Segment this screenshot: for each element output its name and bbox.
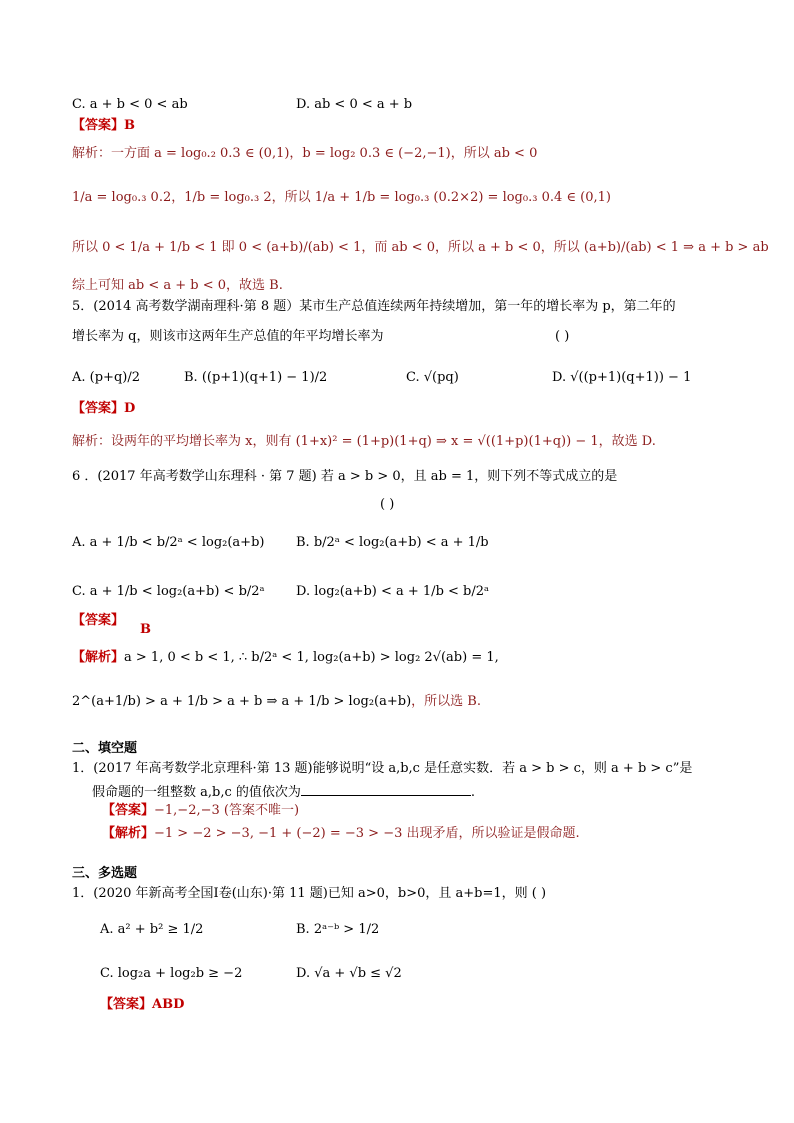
solution-text: 2^(a+1/b) > a + 1/b > a + b ⇒ a + 1/b > log₂(a+b) bbox=[72, 694, 412, 709]
option-b: B. ((p+1)(q+1) − 1)/2 bbox=[184, 370, 328, 385]
solution-text: −1 > −2 > −3, −1 + (−2) = −3 > −3 出现矛盾，所以验证是假命题. bbox=[154, 826, 580, 841]
answer-label: 【答案】 bbox=[102, 803, 155, 818]
section-title: 三、多选题 bbox=[72, 866, 138, 881]
answer-value: B bbox=[140, 622, 151, 637]
answer-label: 【答案】 bbox=[72, 613, 125, 628]
solution-line: 解析：设两年的平均增长率为 x，则有 (1+x)² = (1+p)(1+q) ⇒ x = √((1+p)(1+q)) − 1，故选 D. bbox=[72, 434, 656, 449]
option-a: A. a + 1/b < b/2ᵃ < log₂(a+b) bbox=[72, 535, 265, 550]
question-stem: 5．(2014 高考数学湖南理科·第 8 题）某市生产总值连续两年持续增加，第一年的增长率为 p，第二年的 bbox=[72, 299, 676, 314]
option-b: B. b/2ᵃ < log₂(a+b) < a + 1/b bbox=[296, 535, 489, 550]
option-c: C. a + 1/b < log₂(a+b) < b/2ᵃ bbox=[72, 584, 265, 599]
solution-line bbox=[72, 694, 481, 711]
question-stem: 1．(2017 年高考数学北京理科·第 13 题)能够说明“设 a,b,c 是任意实数．若 a > b > c，则 a + b > c”是 bbox=[72, 761, 693, 776]
answer-value: −1,−2,−3 (答案不唯一) bbox=[154, 803, 300, 818]
answer-label: 【答案】 bbox=[72, 401, 125, 416]
option-c: C. a + b < 0 < ab bbox=[72, 97, 188, 112]
answer-paren: ( ) bbox=[555, 329, 570, 344]
solution-label: 【解析】 bbox=[102, 826, 155, 841]
option-a: A. a² + b² ≥ 1/2 bbox=[100, 922, 204, 937]
solution-line bbox=[72, 650, 499, 667]
answer-line bbox=[72, 613, 124, 630]
answer-line bbox=[100, 997, 184, 1014]
option-d: D. √a + √b ≤ √2 bbox=[296, 966, 402, 981]
question-stem: 增长率为 q，则该市这两年生产总值的年平均增长率为 bbox=[72, 329, 384, 344]
answer-paren: ( ) bbox=[380, 497, 395, 512]
answer-line bbox=[72, 118, 135, 135]
answer-blank bbox=[301, 783, 471, 796]
option-d: D. log₂(a+b) < a + 1/b < b/2ᵃ bbox=[296, 584, 490, 599]
solution-text: ，所以选 B. bbox=[411, 694, 481, 709]
solution-label: 【解析】 bbox=[72, 650, 125, 665]
option-c: C. √(pq) bbox=[406, 370, 459, 385]
question-stem: 假命题的一组整数 a,b,c 的值依次为 . bbox=[92, 785, 476, 800]
answer-value: ABD bbox=[152, 997, 185, 1012]
question-stem: 6 ．(2017 年高考数学山东理科 · 第 7 题) 若 a > b > 0，且 ab = 1，则下列不等式成立的是 bbox=[72, 469, 618, 484]
question-stem: 1．(2020 年新高考全国Ⅰ卷(山东)·第 11 题)已知 a>0，b>0，且 a+b=1，则 ( ) bbox=[72, 886, 547, 901]
answer-value: B bbox=[124, 118, 136, 133]
option-d: D. ab < 0 < a + b bbox=[296, 97, 413, 112]
option-b: B. 2ᵃ⁻ᵇ > 1/2 bbox=[296, 922, 380, 937]
option-d: D. √((p+1)(q+1)) − 1 bbox=[552, 370, 692, 385]
answer-label: 【答案】 bbox=[72, 118, 125, 133]
answer-label: 【答案】 bbox=[100, 997, 153, 1012]
option-c: C. log₂a + log₂b ≥ −2 bbox=[100, 966, 243, 981]
solution-line: 综上可知 ab < a + b < 0，故选 B. bbox=[72, 278, 283, 293]
solution-line: 1/a = log₀.₃ 0.2，1/b = log₀.₃ 2，所以 1/a + 1/b = log₀.₃ (0.2×2) = log₀.₃ 0.4 ∈ (0,1) bbox=[72, 190, 611, 205]
section-title: 二、填空题 bbox=[72, 741, 138, 756]
option-a: A. (p+q)/2 bbox=[72, 370, 140, 385]
answer-line bbox=[102, 803, 299, 820]
solution-line bbox=[102, 826, 580, 843]
solution-line: 所以 0 < 1/a + 1/b < 1 即 0 < (a+b)/(ab) < 1，而 ab < 0，所以 a + b < 0，所以 (a+b)/(ab) < 1 ⇒ a + b > ab bbox=[72, 240, 769, 255]
solution-text: a > 1, 0 < b < 1, ∴ b/2ᵃ < 1, log₂(a+b) > log₂ 2√(ab) = 1, bbox=[124, 650, 499, 665]
answer-line bbox=[72, 401, 135, 418]
solution-line: 解析：一方面 a = log₀.₂ 0.3 ∈ (0,1)，b = log₂ 0.3 ∈ (−2,−1)，所以 ab < 0 bbox=[72, 146, 538, 161]
answer-value: D bbox=[124, 401, 136, 416]
